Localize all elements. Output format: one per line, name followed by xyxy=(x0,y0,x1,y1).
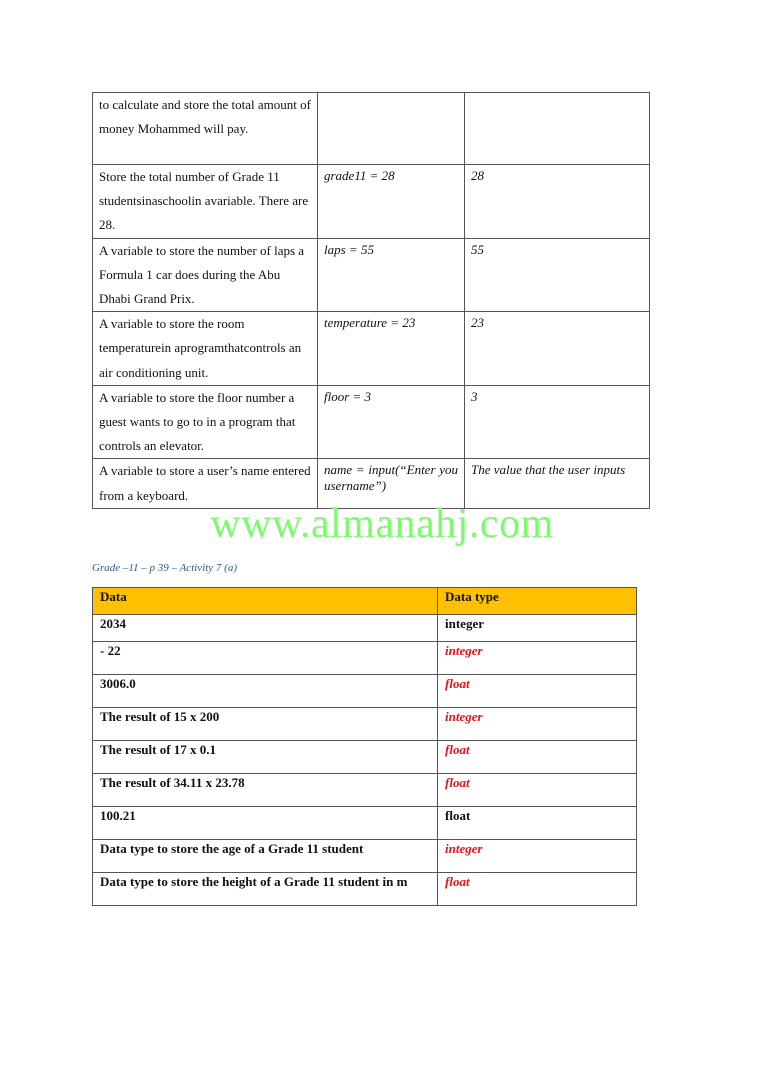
code-cell: laps = 55 xyxy=(318,238,465,312)
data-type-table xyxy=(92,587,637,906)
description-cell: A variable to store the floor number a guest wants to go to in a program that controls an elevator. xyxy=(93,385,318,459)
table-row xyxy=(93,238,650,312)
table-row xyxy=(93,741,637,774)
description-cell: A variable to store a user’s name entered from a keyboard. xyxy=(93,459,318,508)
value-cell: The value that the user inputs xyxy=(465,459,650,508)
variables-table xyxy=(92,92,650,509)
table-row xyxy=(93,675,637,708)
table-header-row xyxy=(93,588,637,615)
code-cell: floor = 3 xyxy=(318,385,465,459)
data-type-cell: integer xyxy=(438,840,637,873)
code-cell: name = input(“Enter you username”) xyxy=(318,459,465,508)
data-type-cell: float xyxy=(438,873,637,906)
description-cell: A variable to store the number of laps a Formula 1 car does during the Abu Dhabi Grand Prix. xyxy=(93,238,318,312)
value-cell: 3 xyxy=(465,385,650,459)
data-cell: The result of 17 x 0.1 xyxy=(93,741,438,774)
data-type-cell: integer xyxy=(438,642,637,675)
data-cell: 100.21 xyxy=(93,807,438,840)
value-cell xyxy=(465,93,650,165)
data-cell: Data type to store the height of a Grade 11 student in m xyxy=(93,873,438,906)
data-cell: The result of 34.11 x 23.78 xyxy=(93,774,438,807)
table-row xyxy=(93,642,637,675)
activity-caption: Grade –11 – p 39 – Activity 7 (a) xyxy=(92,562,238,574)
value-cell: 23 xyxy=(465,312,650,386)
value-cell: 28 xyxy=(465,165,650,239)
code-cell xyxy=(318,93,465,165)
data-type-cell: float xyxy=(438,675,637,708)
table-row xyxy=(93,873,637,906)
column-header-data: Data xyxy=(93,588,438,615)
data-cell: 3006.0 xyxy=(93,675,438,708)
data-type-cell: float xyxy=(438,774,637,807)
data-cell: - 22 xyxy=(93,642,438,675)
data-cell: 2034 xyxy=(93,615,438,642)
table-row xyxy=(93,774,637,807)
data-cell: The result of 15 x 200 xyxy=(93,708,438,741)
description-cell: Store the total number of Grade 11 studentsinaschoolin avariable. There are 28. xyxy=(93,165,318,239)
table-row xyxy=(93,807,637,840)
description-cell: to calculate and store the total amount of money Mohammed will pay. xyxy=(93,93,318,165)
description-cell: A variable to store the room temperaturein aprogramthatcontrols an air conditioning unit. xyxy=(93,312,318,386)
data-type-cell: float xyxy=(438,807,637,840)
data-cell: Data type to store the age of a Grade 11 student xyxy=(93,840,438,873)
code-cell: grade11 = 28 xyxy=(318,165,465,239)
table-row xyxy=(93,615,637,642)
table-row xyxy=(93,385,650,459)
data-type-cell: integer xyxy=(438,615,637,642)
value-cell: 55 xyxy=(465,238,650,312)
table-row xyxy=(93,312,650,386)
table-row xyxy=(93,840,637,873)
column-header-data-type: Data type xyxy=(438,588,637,615)
table-row xyxy=(93,708,637,741)
table-row xyxy=(93,93,650,165)
table-row xyxy=(93,165,650,239)
watermark: www.almanahj.com xyxy=(210,501,554,547)
data-type-cell: integer xyxy=(438,708,637,741)
code-cell: temperature = 23 xyxy=(318,312,465,386)
data-type-cell: float xyxy=(438,741,637,774)
